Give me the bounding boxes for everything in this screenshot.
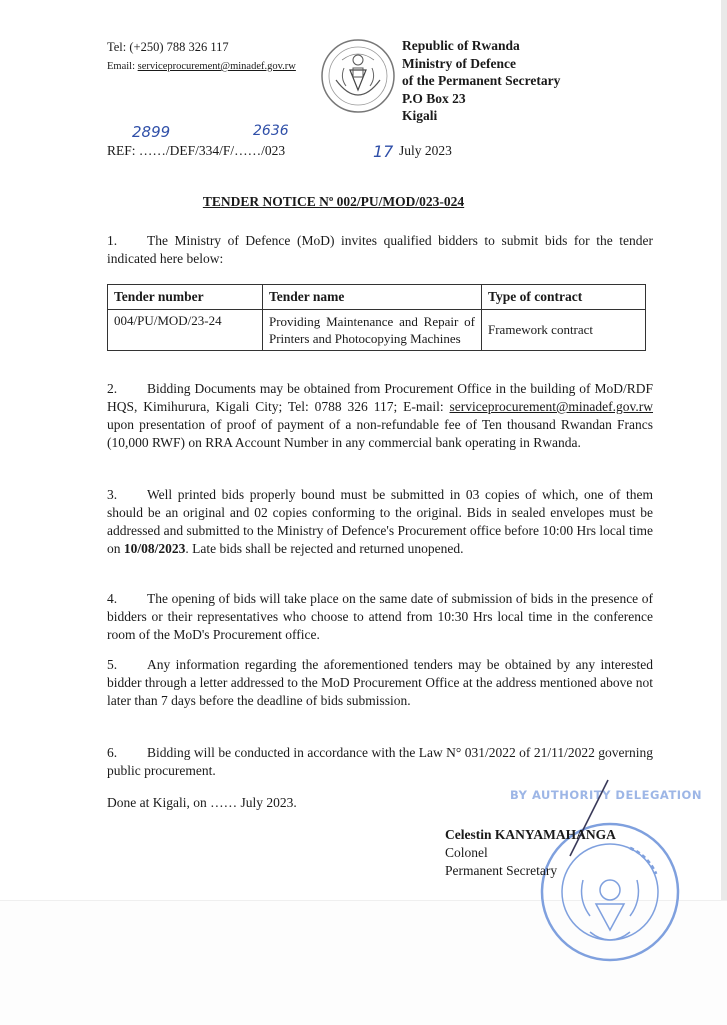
coat-of-arms-seal (320, 38, 396, 114)
sender-line: P.O Box 23 (402, 90, 466, 106)
telephone: Tel: (+250) 788 326 117 (107, 40, 229, 54)
notice-title (0, 194, 727, 210)
signer-rank: Colonel (445, 845, 488, 860)
table-header-row (108, 285, 646, 310)
contact-block (107, 38, 296, 76)
letter-date: July 2023 (399, 143, 452, 158)
sender-address (402, 37, 560, 125)
email-line (107, 57, 296, 76)
paragraph-2 (107, 380, 653, 452)
paragraph-text: Bidding will be conducted in accordance with the Law N° 031/2022 of 21/11/2022 governing public procurement. (107, 745, 653, 778)
submission-date: 10/08/2023 (123, 541, 186, 556)
signer-block (445, 826, 616, 880)
paragraph-text: Any information regarding the aforementioned tenders may be obtained by any interested bidder through a letter addressed to the MoD Procurement Office at the address mentioned above not later than 7 days before the deadline of bids submission. (107, 657, 653, 708)
email-address[interactable]: serviceprocurement@minadef.gov.rw (137, 61, 296, 72)
paragraph-number: 4. (107, 591, 118, 606)
sender-line: Kigali (402, 108, 438, 123)
email-label: Email: (107, 61, 135, 72)
tender-name-cell: Providing Maintenance and Repair of Printers and Photocopying Machines (263, 310, 482, 351)
paragraph-text: The opening of bids will take place on the same date of submission of bids in the presence of bidders or their representatives who choose to attend from 10:30 Hrs local time in the conference room of the MoD's Procurement office. (107, 591, 653, 642)
tender-number-cell: 004/PU/MOD/23-24 (108, 310, 263, 351)
paragraph-1 (107, 232, 653, 268)
column-header: Type of contract (482, 285, 646, 310)
paragraph-4 (107, 590, 653, 644)
paragraph-text: The Ministry of Defence (MoD) invites qualified bidders to submit bids for the tender indicated here below: (107, 233, 653, 266)
done-at-line: Done at Kigali, on …… July 2023. (107, 795, 297, 810)
delegation-stamp-text: BY AUTHORITY DELEGATION (510, 788, 702, 802)
page-edge (721, 0, 727, 1024)
signer-name: Celestin KANYAMAHANGA (445, 827, 616, 842)
paragraph-text: . Late bids shall be rejected and returned unopened. (185, 541, 464, 556)
paragraph-number: 5. (107, 657, 118, 672)
table-row (108, 310, 646, 351)
paragraph-number: 2. (107, 381, 118, 396)
paragraph-number: 3. (107, 487, 118, 502)
contract-type-cell: Framework contract (482, 310, 646, 351)
paragraph-3 (107, 486, 653, 558)
paragraph-number: 6. (107, 745, 118, 760)
sender-line: of the Permanent Secretary (402, 73, 561, 88)
paragraph-text: upon presentation of proof of payment of a non-refundable fee of Ten thousand Rwandan Francs (10,000 RWF) on RRA Account Number in any commercial bank operating in Rwanda. (107, 417, 653, 450)
sender-line: Ministry of Defence (402, 55, 516, 71)
email-link[interactable]: serviceprocurement@minadef.gov.rw (449, 399, 653, 414)
handwritten-ref-number: 2899 (132, 123, 171, 141)
column-header: Tender name (263, 285, 482, 310)
paragraph-text: Bidding Documents may be obtained from Procurement Office in the building of MoD/RDF HQS, Kimihurura, Kigali City; Tel: 0788 326 117; E-mail: (107, 381, 653, 414)
handwritten-day: 17 (373, 142, 394, 161)
paragraph-6 (107, 744, 653, 780)
paragraph-number: 1. (107, 233, 118, 248)
paragraph-5 (107, 656, 653, 710)
column-header: Tender number (108, 285, 263, 310)
notice-title-text: TENDER NOTICE Nº 002/PU/MOD/023-024 (202, 194, 465, 209)
handwritten-ref-number-2: 2636 (253, 123, 289, 139)
paragraph-text: Well printed bids properly bound must be submitted in 03 copies of which, one of them should be an original and 02 copies conforming to the original. Bids in sealed envelopes must be addressed and submitted to the Ministry of Defence's Procurement office before 10:00 Hrs local time on (107, 487, 653, 556)
reference-line: REF: ……/DEF/334/F/……/023 (107, 143, 286, 158)
signer-title: Permanent Secretary (445, 863, 558, 878)
sender-line: Republic of Rwanda (402, 38, 520, 53)
tender-table (107, 284, 646, 351)
